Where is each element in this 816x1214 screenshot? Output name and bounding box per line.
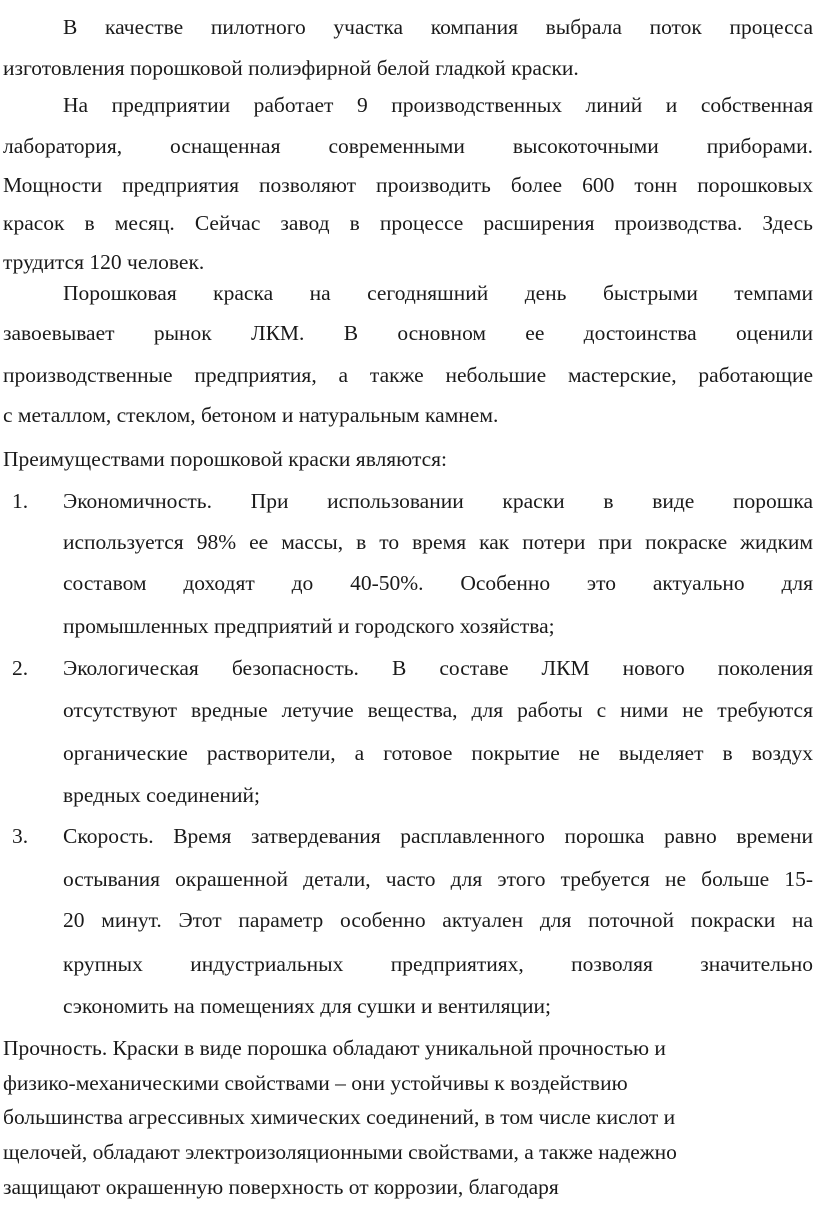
paragraph-4-line: защищают окрашенную поверхность от коррозии, благодаря [3, 1175, 559, 1199]
paragraph-3-line: производственные предприятия, а также небольшие мастерские, работающие [3, 363, 813, 387]
paragraph-4-line: большинства агрессивных химических соединений, в том числе кислот и [3, 1105, 676, 1129]
list-item-line: промышленных предприятий и городского хозяйства; [63, 614, 555, 638]
paragraph-1-line: В качестве пилотного участка компания выбрала поток процесса [63, 15, 813, 39]
list-item-line: Скорость. Время затвердевания расплавленного порошка равно времени [63, 824, 813, 848]
paragraph-4-line: физико-механическими свойствами – они устойчивы к воздействию [3, 1071, 628, 1095]
paragraph-4-line: щелочей, обладают электроизоляционными свойствами, а также надежно [3, 1140, 677, 1164]
list-item-number: 1. [12, 489, 29, 513]
paragraph-2-line: трудится 120 человек. [3, 250, 205, 274]
paragraph-2-line: лаборатория, оснащенная современными высокоточными приборами. [3, 134, 813, 158]
paragraph-2-line: На предприятии работает 9 производственных линий и собственная [63, 93, 813, 117]
paragraph-3-line: с металлом, стеклом, бетоном и натуральным камнем. [3, 403, 499, 427]
list-item-line: остывания окрашенной детали, часто для этого требуется не больше 15- [63, 867, 813, 891]
list-item-line: Экономичность. При использовании краски в виде порошка [63, 489, 813, 513]
list-item-line: вредных соединений; [63, 783, 260, 807]
list-item-number: 2. [12, 656, 29, 680]
list-item-line: Экологическая безопасность. В составе ЛКМ нового поколения [63, 656, 813, 680]
list-item-line: отсутствуют вредные летучие вещества, для работы с ними не требуются [63, 698, 813, 722]
paragraph-4-line: Прочность. Краски в виде порошка обладают уникальной прочностью и [3, 1036, 666, 1060]
list-item-line: 20 минут. Этот параметр особенно актуален для поточной покраски на [63, 908, 813, 932]
paragraph-3-line: завоевывает рынок ЛКМ. В основном ее достоинства оценили [3, 321, 813, 345]
list-item-line: составом доходят до 40-50%. Особенно это актуально для [63, 571, 813, 595]
list-item-line: крупных индустриальных предприятиях, позволяя значительно [63, 952, 813, 976]
paragraph-3-line: Порошковая краска на сегодняшний день быстрыми темпами [63, 281, 813, 305]
list-item-line: сэкономить на помещениях для сушки и вентиляции; [63, 994, 552, 1018]
list-item-line: органические растворители, а готовое покрытие не выделяет в воздух [63, 741, 813, 765]
list-item-line: используется 98% ее массы, в то время как потери при покраске жидким [63, 530, 813, 554]
paragraph-2-line: красок в месяц. Сейчас завод в процессе расширения производства. Здесь [3, 211, 813, 235]
paragraph-2-line: Мощности предприятия позволяют производить более 600 тонн порошковых [3, 173, 813, 197]
paragraph-1-line: изготовления порошковой полиэфирной белой гладкой краски. [3, 56, 579, 80]
list-item-number: 3. [12, 824, 29, 848]
list-intro: Преимуществами порошковой краски являются: [3, 447, 448, 471]
